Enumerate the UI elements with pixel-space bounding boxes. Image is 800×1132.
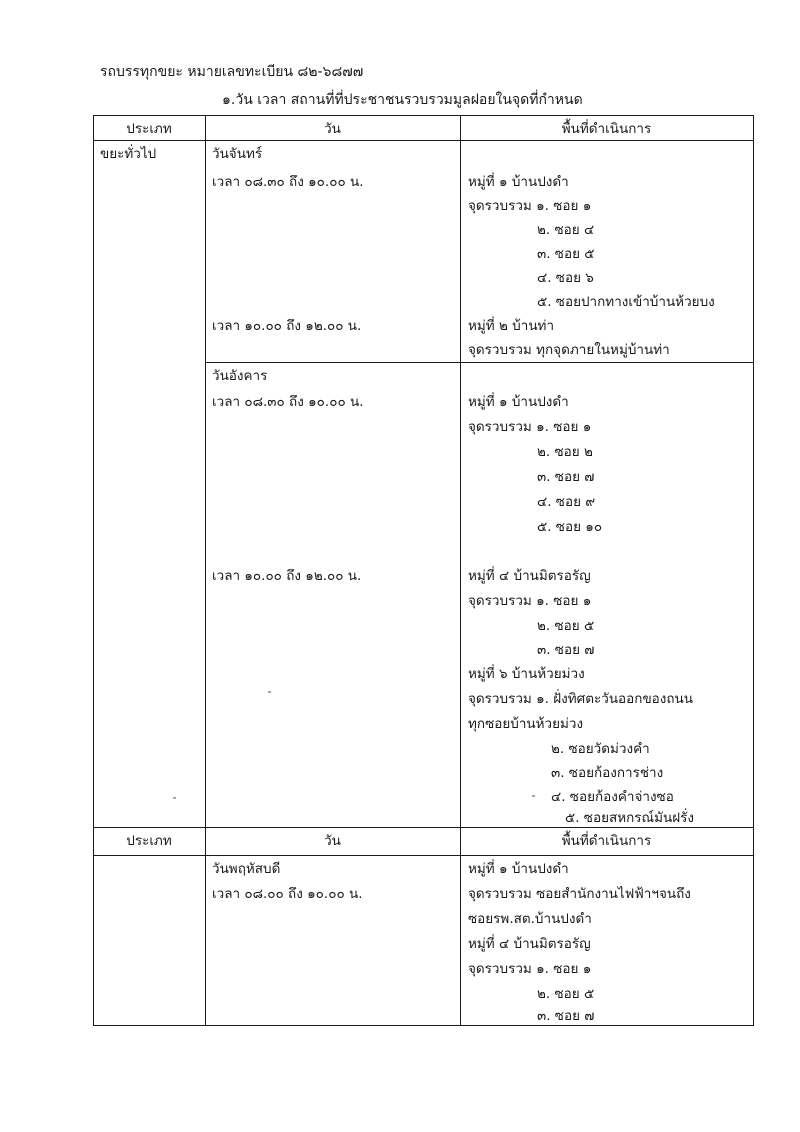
category-general-waste: ขยะทั่วไป [100,146,157,162]
area-line: หมู่ที่ ๑ บ้านปงดำ [468,174,569,190]
area-line: ๔. ซอย ๖ [537,270,594,286]
header-type: ประเภท [126,121,172,137]
header-day: วัน [324,121,341,137]
area-line: จุดรวบรวม ซอยสำนักงานไฟฟ้าฯจนถึง [468,886,691,902]
area-line: หมู่ที่ ๔ บ้านมิตรอรัญ [468,936,591,952]
area-line: ๔. ซอยก้องคำจ่างซอ [551,789,674,805]
area-line: จุดรวบรวม ๑. ซอย ๑ [468,198,592,214]
vehicle-registration-line: รถบรรทุกขยะ หมายเลขทะเบียน ๘๒-๖๘๗๗ [100,64,364,80]
area-line: ๕. ซอยปากทางเข้าบ้านห้วยบง [537,294,715,310]
area-line: จุดรวบรวม ๑. ฝั่งทิศตะวันออกของถนน [468,691,693,707]
area-line: จุดรวบรวม ๑. ซอย ๑ [468,593,592,609]
table-left-border [93,115,94,1026]
area-line: หมู่ที่ ๒ บ้านท่า [468,318,555,334]
column-divider-2 [460,115,461,1026]
area-line: ๓. ซอย ๗ [537,469,595,485]
day-tuesday: วันอังคาร [212,368,268,384]
area-line: จุดรวบรวม ทุกจุดภายในหมู่บ้านท่า [468,342,670,358]
area-line: ๓. ซอย ๗ [537,642,595,658]
area-line: ๔. ซอย ๙ [537,494,596,510]
day-monday: วันจันทร์ [212,146,263,162]
area-line: ๕. ซอย ๑๐ [537,519,603,535]
area-line: ๓. ซอย ๗ [537,1008,595,1024]
table-right-border [753,115,754,1026]
monday-slot1-time: เวลา ๐๘.๓๐ ถึง ๑๐.๐๐ น. [212,174,364,190]
area-line: หมู่ที่ ๑ บ้านปงดำ [468,394,569,410]
day-thursday: วันพฤหัสบดี [212,861,281,877]
area-line: ๒. ซอยวัดม่วงคำ [551,741,650,757]
area-line: ๒. ซอย ๕ [537,986,595,1002]
tuesday-slot1-time: เวลา ๐๘.๓๐ ถึง ๑๐.๐๐ น. [212,394,364,410]
header-day-2: วัน [324,833,341,849]
column-divider-1 [205,115,206,1026]
area-line: ๒. ซอย ๒ [537,444,593,460]
scan-speck [268,691,271,693]
area-line: จุดรวบรวม ๑. ซอย ๑ [468,961,592,977]
scan-speck [173,797,176,799]
area-line: จุดรวบรวม ๑. ซอย ๑ [468,419,592,435]
table-bottom-border [93,1025,754,1026]
header-area: พื้นที่ดำเนินการ [561,121,652,137]
area-line: ๒. ซอย ๕ [537,618,595,634]
area-line: ๓. ซอยก้องการช่าง [551,765,664,781]
area-line: หมู่ที่ ๔ บ้านมิตรอรัญ [468,568,591,584]
area-line: หมู่ที่ ๖ บ้านห้วยม่วง [468,666,585,682]
header-area-2: พื้นที่ดำเนินการ [561,833,652,849]
scan-speck [532,795,535,797]
section-title: ๑.วัน เวลา สถานที่ที่ประชาชนรวบรวมมูลฝอยในจุดที่กำหนด [222,92,583,108]
area-line: ทุกซอยบ้านห้วยม่วง [468,716,584,732]
tuesday-slot2-time: เวลา ๑๐.๐๐ ถึง ๑๒.๐๐ น. [212,568,362,584]
thursday-slot1-time: เวลา ๐๘.๐๐ ถึง ๑๐.๐๐ น. [212,886,363,902]
table-top-border [93,115,754,116]
header-type-2: ประเภท [126,833,172,849]
area-line: หมู่ที่ ๑ บ้านปงดำ [468,861,569,877]
area-line: ซอยรพ.สต.บ้านปงดำ [468,911,592,927]
area-line: ๓. ซอย ๕ [537,246,595,262]
area-line: ๕. ซอยสหกรณ์มันฝรั่ง [565,810,694,826]
monday-slot2-time: เวลา ๑๐.๐๐ ถึง ๑๒.๐๐ น. [212,318,362,334]
header-row-border-2 [93,855,754,856]
monday-row-border [205,362,754,363]
area-line: ๒. ซอย ๔ [537,222,595,238]
